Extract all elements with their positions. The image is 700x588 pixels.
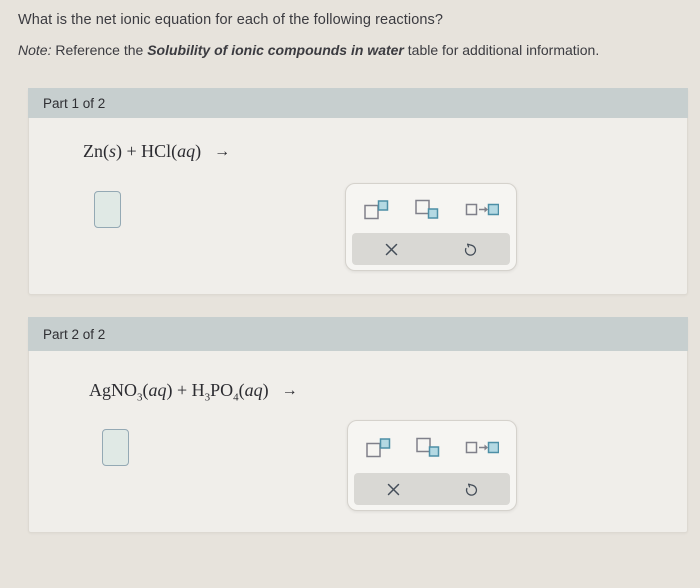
superscript-icon [365, 437, 392, 458]
note-table-reference: Solubility of ionic compounds in water [147, 42, 404, 58]
superscript-button[interactable] [363, 435, 394, 460]
reaction-arrow-icon [465, 202, 499, 217]
part-2-header [28, 317, 688, 351]
x-icon [386, 482, 401, 497]
part-1-header [28, 88, 688, 118]
part-2-panel [28, 318, 688, 533]
question-title: What is the net ionic equation for each of the following reactions? [18, 12, 444, 28]
subscript-icon [414, 199, 441, 220]
undo-button[interactable] [431, 233, 510, 265]
undo-button[interactable] [432, 473, 510, 505]
equation-formula: Zn(s) + HCl(aq) [83, 141, 202, 161]
reaction-arrow-button[interactable] [463, 438, 501, 457]
reaction-arrow-button[interactable] [463, 200, 501, 219]
toolbar-action-row [352, 233, 510, 265]
equation-toolbar-part-2 [347, 420, 517, 511]
reaction-arrow-icon [465, 440, 499, 455]
note-text-1: Reference the [51, 42, 148, 58]
part-1-label: Part 1 of 2 [43, 95, 106, 111]
subscript-icon [415, 437, 442, 458]
x-icon [384, 242, 399, 257]
question-block [18, 12, 688, 58]
subscript-button[interactable] [412, 197, 443, 222]
undo-icon [463, 481, 480, 498]
note-label: Note: [18, 42, 52, 58]
clear-answer-button[interactable] [354, 473, 432, 505]
toolbar-icon-row [348, 421, 516, 474]
superscript-button[interactable] [361, 197, 392, 222]
part-1-panel [28, 89, 688, 295]
question-note [18, 42, 688, 58]
answer-input-part-1[interactable] [94, 191, 121, 228]
clear-answer-button[interactable] [352, 233, 431, 265]
yields-arrow: → [281, 381, 298, 399]
toolbar-action-row [354, 473, 510, 505]
yields-arrow: → [214, 142, 231, 160]
undo-icon [462, 241, 479, 258]
equation-formula: AgNO$_3$(aq) + $H_3PO_4(aq)$ [89, 380, 269, 404]
equation-part-2 [89, 380, 298, 404]
superscript-icon [363, 199, 390, 220]
part-2-label: Part 2 of 2 [43, 326, 106, 342]
equation-toolbar-part-1 [345, 183, 517, 271]
note-text-2: table for additional information. [403, 42, 600, 58]
subscript-button[interactable] [413, 435, 444, 460]
answer-input-part-2[interactable] [102, 429, 129, 466]
toolbar-icon-row [346, 184, 516, 234]
equation-part-1 [83, 141, 230, 162]
